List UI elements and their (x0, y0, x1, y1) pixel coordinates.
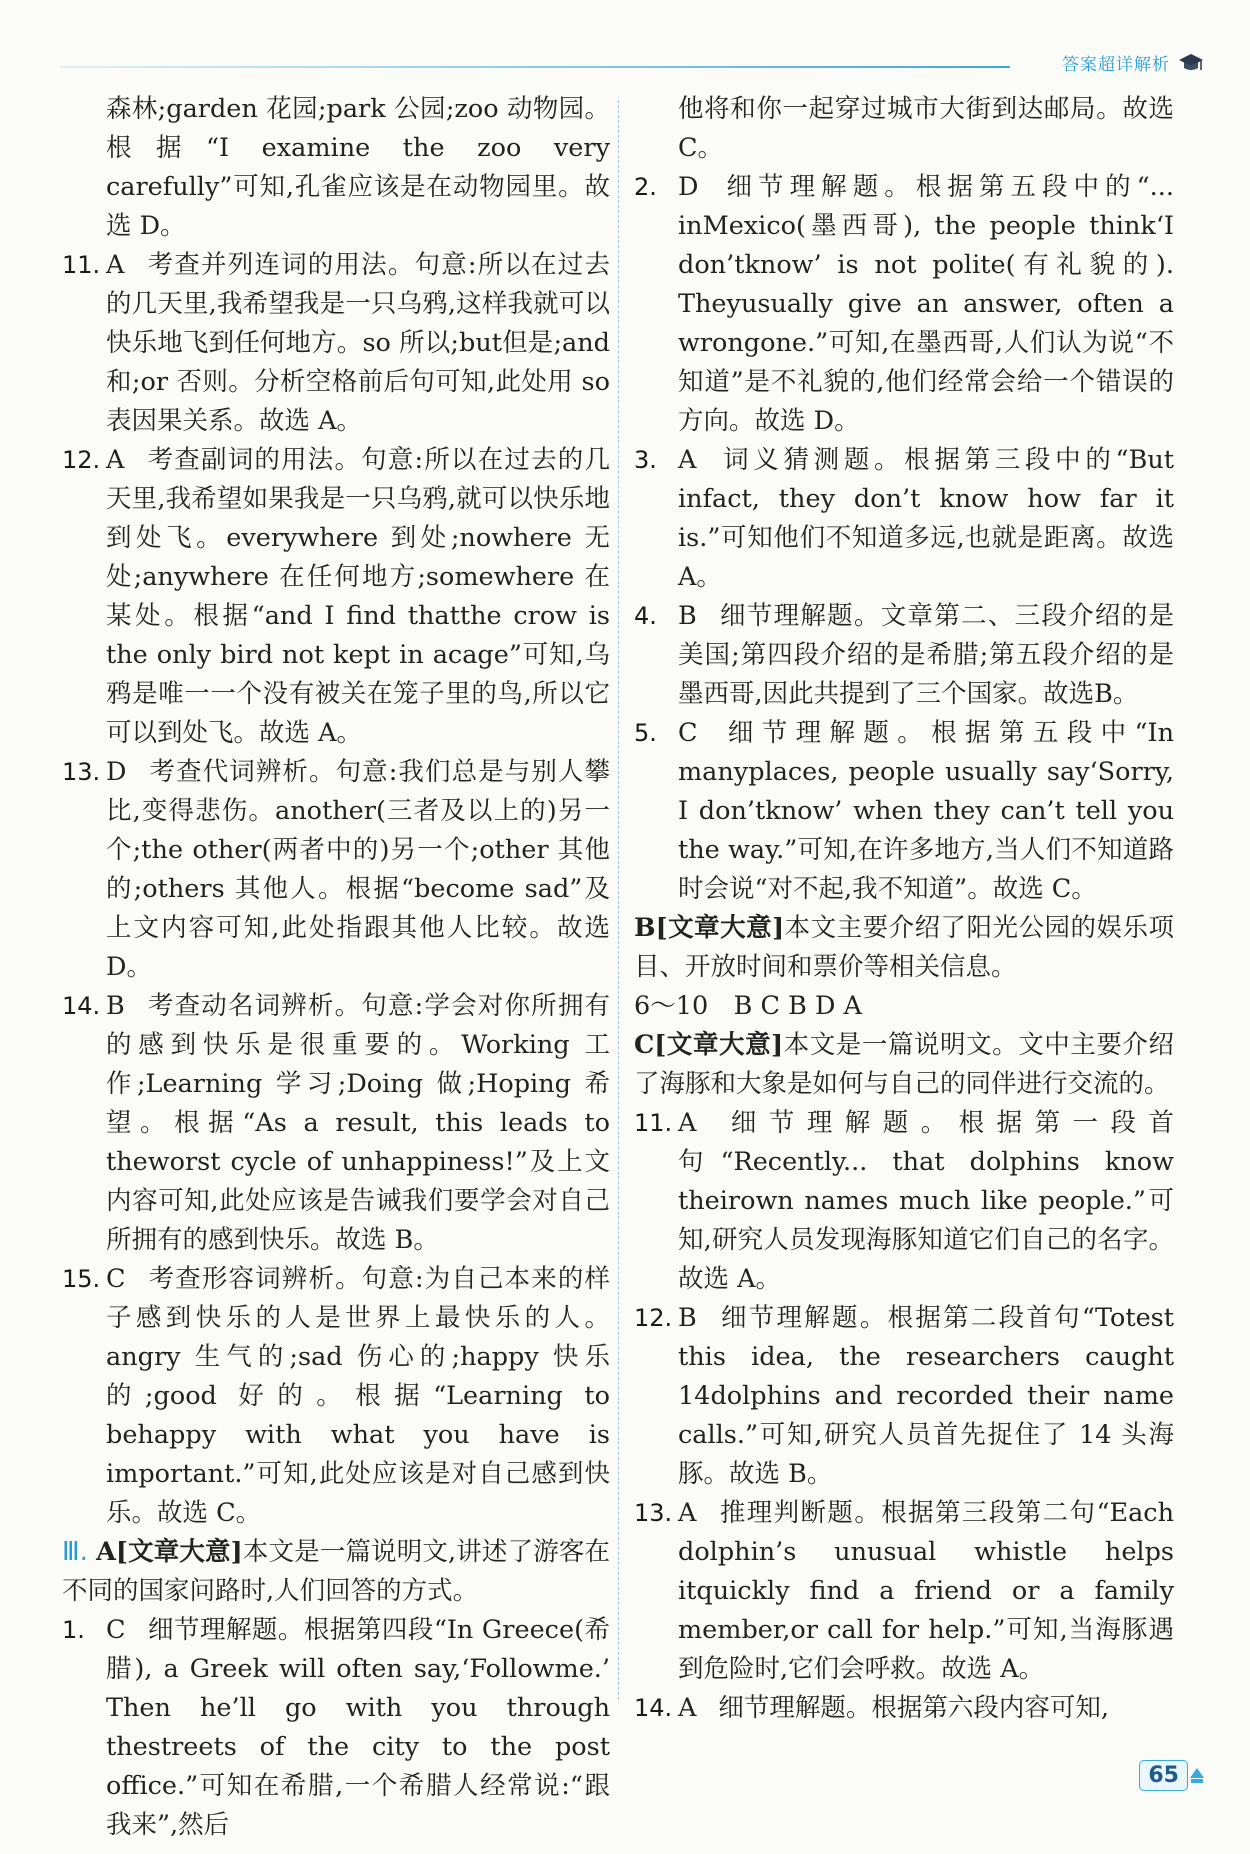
text-line: 细节理解题。根据第六段内容可知, (718, 1693, 1110, 1723)
section-number: Ⅲ. (62, 1537, 88, 1567)
text-line: 就可以快乐地飞到任何地方。so 所以;but (106, 289, 610, 358)
answer-letter: D (106, 757, 127, 787)
text-line: 考查代词辨析。句意:我们总是与别 (148, 757, 558, 787)
text-line: “Recently... that dolphins know their (678, 1147, 1174, 1216)
text-line: me.’ Then he’ll go with you through the (106, 1654, 610, 1762)
left-column (62, 90, 610, 1845)
text-line: 的)另一个;the other(两者中的)另一个; (106, 796, 611, 865)
page-number: 65 (1139, 1760, 1188, 1791)
continued-text (634, 90, 1174, 168)
text-line: 在希腊,一个希腊人经常说:“跟我来”,然后 (106, 1771, 611, 1840)
answer-item (634, 714, 1174, 909)
text-line: one.”可知,在墨西哥,人们认为说“不知道” (678, 328, 1174, 397)
text-line: 本文是一篇说明文。文中主要 (783, 1030, 1123, 1060)
text-line: 本文主要介绍了阳光公园的娱 (784, 913, 1123, 943)
text-line: 们不知道多远,也就是距离。故选 A。 (678, 523, 1175, 592)
text-line: happy with what you have is important.” (106, 1420, 610, 1489)
column-divider (618, 100, 619, 1700)
text-line: 细节理解题。根据第五段中的“... in (678, 172, 1174, 241)
answer-list (634, 168, 1174, 909)
question-number: 11. (62, 251, 101, 279)
text-line: 去的几天里,我希望我是一只乌鸦,这样我 (106, 250, 610, 319)
text-line: 交流的。 (1067, 1069, 1170, 1099)
text-line: know’ when they can’t tell you the way.” (678, 796, 1174, 865)
text-line: “对不起,我不知道”。故选 C。 (754, 874, 1097, 904)
question-number: 12. (634, 1304, 673, 1332)
answer-letter: B (678, 601, 697, 631)
text-line: 时,它们会呼救。故选 A。 (754, 1654, 1045, 1684)
text-line: 他将和你一起穿过城市大街到达邮局。故 (678, 94, 1149, 124)
text-line: usually give an answer, often a wrong (678, 289, 1174, 358)
answer-item (62, 246, 610, 441)
question-number: 15. (62, 1265, 101, 1293)
section-letter: C (634, 1030, 655, 1060)
question-number: 4. (634, 602, 657, 630)
text-line: 知,此处用 so 表因果关系。故选 A。 (106, 367, 610, 436)
text-line: 细节理解题。文章第二、三段介绍的是 (718, 601, 1174, 631)
text-line: 人攀比,变得悲伤。another(三者及以上 (106, 757, 610, 826)
text-line: 乐项目、开放时间和票价等相关信息。 (634, 913, 1174, 982)
graduation-cap-icon (1178, 52, 1204, 74)
text-line: dolphins and recorded their name calls.” (678, 1381, 1174, 1450)
text-line: 考查副词的用法。句意:所以在过去 (146, 445, 558, 475)
text-line: 考查动名词辨析。句意:学会对你所 (146, 991, 558, 1021)
answer-letter: C (678, 718, 698, 748)
text-line: 可知,研究人员首先捉住了 14 头海豚。故 (678, 1420, 1174, 1489)
answer-item (62, 987, 610, 1260)
text-line: 乐的;good 好的。根据“Learning to be (106, 1342, 610, 1450)
text-line: nowhere 无处;anywhere 在任何地方; (106, 523, 610, 592)
text-line: 介绍了海豚和大象是如何与自己的同伴进行 (634, 1030, 1174, 1099)
section-b-summary (634, 909, 1174, 987)
text-line: 但是;and 和;or 否则。分析空格前后句可 (106, 328, 610, 397)
text-line: know’ is not polite(有礼貌的). They (678, 250, 1174, 319)
text-line: 作;Learning 学习;Doing 做;Hoping 希 (106, 1069, 610, 1099)
text-line: 向。故选 D。 (703, 406, 860, 436)
answer-item (634, 1299, 1174, 1494)
section-c-summary (634, 1026, 1174, 1104)
section-letter: B (634, 913, 656, 943)
text-line: 知,孔雀应该是在动物园里。故选 D。 (106, 172, 610, 241)
text-line: 可知,此处应该是对自己感到快乐。故选 C。 (106, 1459, 610, 1528)
text-line: 人。angry 生气的;sad 伤心的;happy 快 (106, 1303, 610, 1372)
answer-letter: B (678, 1303, 697, 1333)
text-line: 是不礼貌的,他们经常会给一个错误的方 (678, 367, 1175, 436)
text-line: or call for help.”可知,当海豚遇到危险 (678, 1615, 1174, 1684)
text-line: cage”可知,乌鸦是唯一一个没有被关在笼 (106, 640, 610, 709)
text-line: the crow is the only bird not kept in a (106, 601, 610, 670)
text-line: 游客在不同的国家问路时,人们回答的方式。 (62, 1537, 611, 1606)
bookmark-icon (1188, 1764, 1206, 1786)
text-line: (希腊), a Greek will often say,‘Follow (106, 1615, 610, 1684)
question-number: 13. (634, 1499, 673, 1527)
text-line: 以快乐地到处飞。everywhere 到处; (106, 484, 610, 553)
text-line: 选 B。 (754, 1459, 833, 1489)
text-line: 望。根据“As a result, this leads to the (106, 1108, 610, 1177)
text-line: 细节理解题。根据第四段“In Greece (147, 1615, 575, 1645)
text-line: worst cycle of unhappiness!”及上文内容 (106, 1147, 610, 1216)
answer-letter: C (106, 1615, 126, 1645)
right-column (634, 90, 1174, 1728)
text-line: streets of the city to the post office.”可知 (106, 1732, 610, 1801)
text-line: fact, they don’t know how far it is.”可知他 (678, 484, 1174, 553)
question-number: 1. (62, 1616, 85, 1644)
summary-tag: [文章大意] (115, 1537, 243, 1567)
text-line: 考查形容词辨析。句意:为自己本来 (147, 1264, 558, 1294)
answer-item (634, 1689, 1174, 1728)
text-line: B。 (1094, 679, 1139, 709)
answer-list (634, 1104, 1174, 1728)
answer-list (62, 246, 610, 1533)
answer-item (62, 1260, 610, 1533)
answer-letter: A (106, 445, 125, 475)
text-line: 其他人比较。故选 D。 (106, 913, 610, 982)
text-line: 细节理解题。根据第一段首句 (678, 1108, 1174, 1177)
text-line: 拥有的感到快乐是很重要的。Working 工 (106, 991, 610, 1060)
text-line: places, people usually say‘Sorry, I don’t (678, 757, 1174, 826)
section-iii-summary (62, 1533, 610, 1611)
question-number: 14. (62, 992, 101, 1020)
text-line: somewhere 在某处。根据“and I find that (106, 562, 610, 631)
text-line: 考查并列连词的用法。句意:所以在过 (146, 250, 585, 280)
answer-item (62, 1611, 610, 1845)
question-number: 11. (634, 1109, 673, 1137)
section-letter: A (96, 1537, 116, 1567)
question-number: 14. (634, 1694, 673, 1722)
text-line: 是墨西哥,因此共提到了三个国家。故选 (678, 640, 1174, 709)
text-line: 子里的鸟,所以它可以到处飞。故选 A。 (106, 679, 610, 748)
text-line: 可知,此处应该是告诫我们要学会对自己 (158, 1186, 610, 1216)
text-line: 细节理解题。根据第五段中“In many (678, 718, 1174, 787)
answer-item (634, 1104, 1174, 1299)
answer-letter: C (106, 1264, 126, 1294)
answer-letter: A (678, 445, 697, 475)
text-line: 推理判断题。根据第三段第二句 (718, 1498, 1097, 1528)
continued-text (106, 90, 610, 246)
range-answers: 6～10 B C B D A (634, 991, 862, 1021)
answer-item (634, 1494, 1174, 1689)
text-line: 美国;第四段介绍的是希腊;第五段介绍的 (678, 640, 1149, 670)
summary-tag: [文章大意] (654, 1030, 784, 1060)
answer-letter: D (678, 172, 699, 202)
answer-item (634, 597, 1174, 714)
text-line: Mexico(墨西哥), the people think‘I don’t (678, 211, 1174, 280)
answer-list (62, 1611, 610, 1845)
question-number: 12. (62, 446, 101, 474)
question-number: 5. (634, 719, 657, 747)
text-line: own names much like people.”可知,研究 (678, 1186, 1174, 1255)
summary-tag: [文章大意] (655, 913, 785, 943)
answer-letter: A (678, 1693, 697, 1723)
text-line: quickly find a friend or a family member, (678, 1576, 1174, 1645)
answer-item (62, 441, 610, 753)
answer-letter: A (678, 1498, 697, 1528)
answer-letter: A (106, 250, 125, 280)
text-line: 词义猜测题。根据第三段中的“But in (678, 445, 1174, 514)
answer-letter: A (678, 1108, 697, 1138)
answer-item (62, 753, 610, 987)
text-line: 人员发现海豚知道它们自己的名字。故选 A。 (678, 1225, 1174, 1294)
answer-item (634, 441, 1174, 597)
text-line: 细节理解题。根据第二段首句“To (718, 1303, 1126, 1333)
text-line: 本文是一篇说明文,讲述了 (242, 1537, 534, 1567)
text-line: 森林;garden 花园;park 公园;zoo 动物园。 (106, 94, 610, 124)
answer-letter: B (106, 991, 125, 1021)
question-number: 13. (62, 758, 101, 786)
answer-item (634, 168, 1174, 441)
header-label: 答案超详解析 (1062, 55, 1170, 75)
text-line: 的几天里,我希望如果我是一只乌鸦,就可 (106, 445, 610, 514)
question-number: 2. (634, 173, 657, 201)
text-line: 根据“I examine the zoo very carefully”可 (106, 133, 610, 202)
header-rule (60, 66, 1010, 68)
text-line: 选 C。 (678, 94, 1174, 163)
text-line: other 其他的;others 其他人。根据 (106, 835, 610, 904)
question-number: 3. (634, 446, 657, 474)
text-line: 的样子感到快乐的人是世界上最快乐的 (106, 1264, 610, 1333)
text-line: “Each dolphin’s unusual whistle helps it (678, 1498, 1174, 1606)
text-line: “become sad”及上文内容可知,此处指跟 (106, 874, 610, 943)
text-line: 可知,在许多地方,当人们不知道路时会说 (678, 835, 1174, 904)
text-line: test this idea, the researchers caught 14 (678, 1303, 1174, 1411)
text-line: 所拥有的感到快乐。故选 B。 (106, 1225, 439, 1255)
